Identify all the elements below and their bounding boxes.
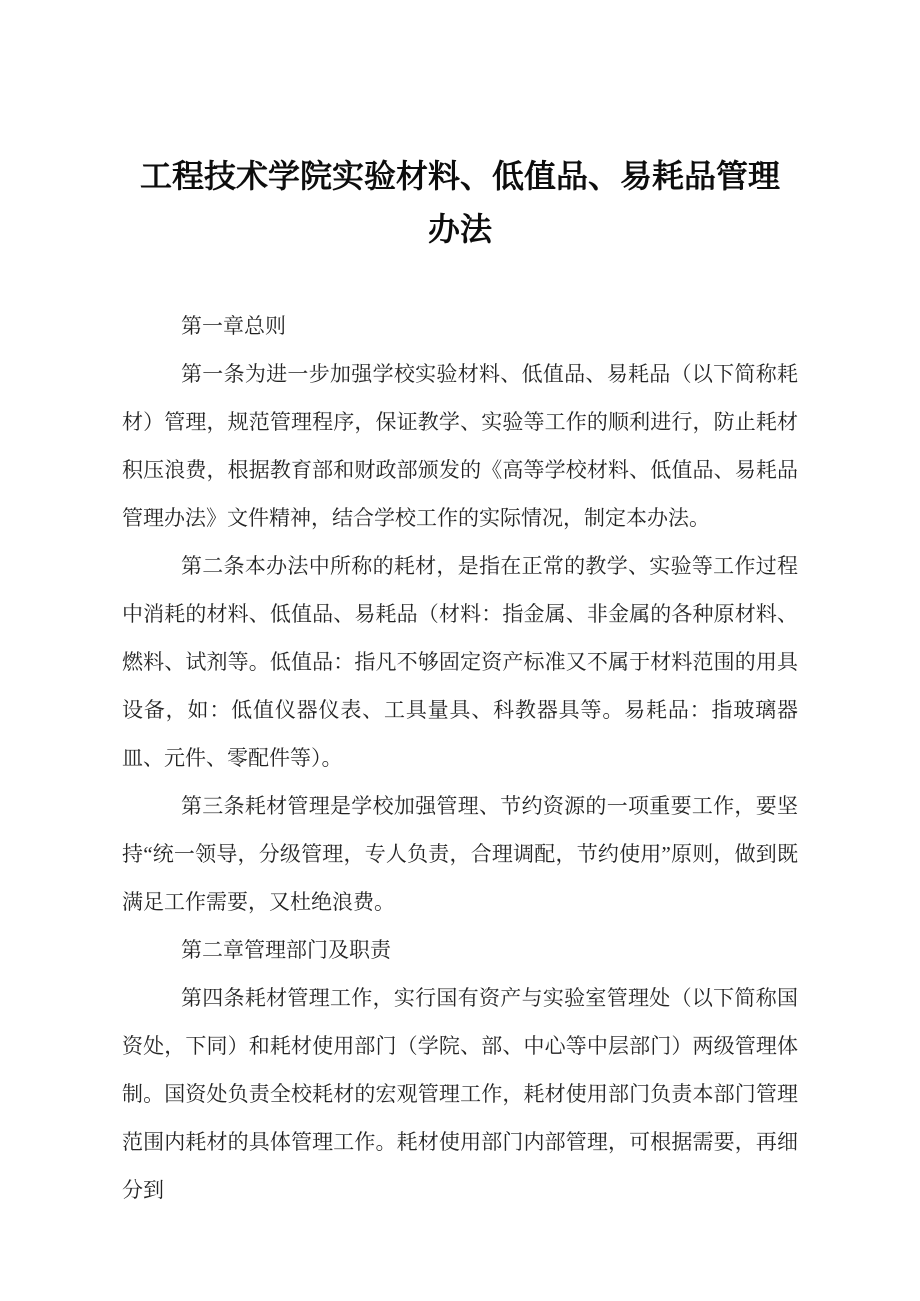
article-paragraph: 第一条为进一步加强学校实验材料、低值品、易耗品（以下简称耗材）管理，规范管理程序，保证教学、实验等工作的顺利进行，防止耗材积压浪费，根据教育部和财政部颁发的《高等学校材料、低值品、易耗品管理办法》文件精神，结合学校工作的实际情况，制定本办法。 — [122, 362, 798, 530]
chapter-heading: 第二章管理部门及职责 — [181, 938, 391, 962]
article-paragraph: 第三条耗材管理是学校加强管理、节约资源的一项重要工作，要坚持“统一领导，分级管理，专人负责，合理调配，节约使用”原则，做到既满足工作需要，又杜绝浪费。 — [122, 794, 798, 914]
document-title: 工程技术学院实验材料、低值品、易耗品管理办法 — [139, 158, 780, 247]
document-body — [122, 302, 798, 1214]
chapter-heading: 第一章总则 — [181, 314, 286, 338]
article-paragraph: 第四条耗材管理工作，实行国有资产与实验室管理处（以下简称国资处，下同）和耗材使用部门（学院、部、中心等中层部门）两级管理体制。国资处负责全校耗材的宏观管理工作，耗材使用部门负责本部门管理范围内耗材的具体管理工作。耗材使用部门内部管理，可根据需要，再细分到 — [122, 986, 798, 1202]
article-paragraph: 第二条本办法中所称的耗材，是指在正常的教学、实验等工作过程中消耗的材料、低值品、易耗品（材料：指金属、非金属的各种原材料、燃料、试剂等。低值品：指凡不够固定资产标准又不属于材料范围的用具设备，如：低值仪器仪表、工具量具、科教器具等。易耗品：指玻璃器皿、元件、零配件等）。 — [122, 554, 798, 770]
